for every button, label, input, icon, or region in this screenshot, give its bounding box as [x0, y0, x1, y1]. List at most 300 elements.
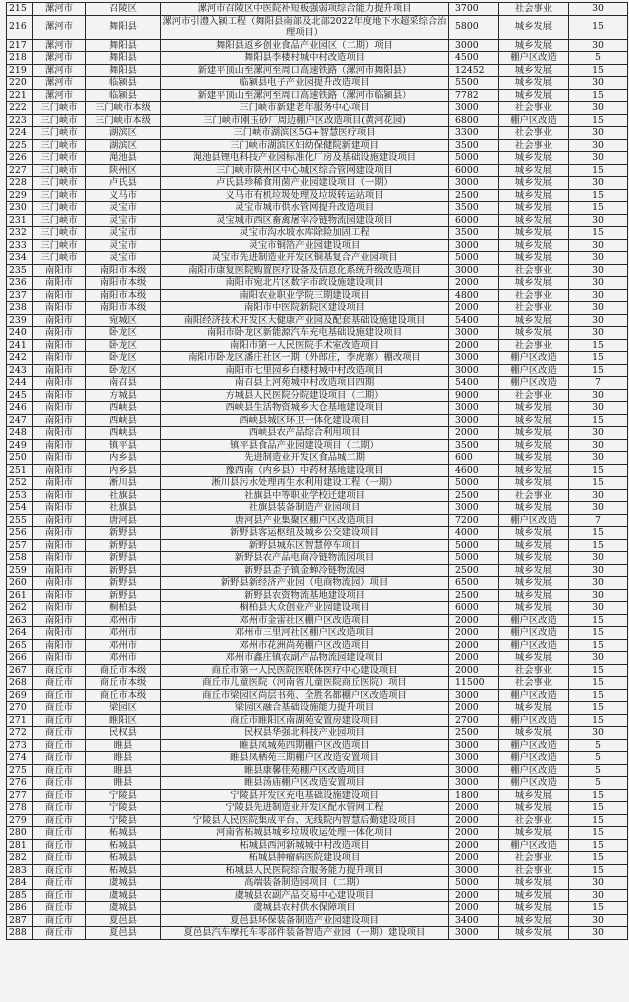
row-number: 237	[7, 289, 33, 302]
category-cell: 城乡发展	[499, 414, 569, 427]
county-cell: 新野县	[86, 527, 161, 540]
row-number: 262	[7, 602, 33, 615]
category-cell: 棚户区改造	[499, 752, 569, 765]
table-row	[7, 727, 628, 740]
category-cell: 城乡发展	[499, 15, 569, 39]
investment-cell: 2000	[449, 627, 499, 640]
county-cell: 新野县	[86, 539, 161, 552]
county-cell: 卢氏县	[86, 177, 161, 190]
investment-cell: 9000	[449, 389, 499, 402]
table-row	[7, 364, 628, 377]
county-cell: 柘城县	[86, 827, 161, 840]
row-number: 288	[7, 927, 33, 940]
table-row	[7, 864, 628, 877]
investment-cell: 3000	[449, 764, 499, 777]
category-cell: 棚户区改造	[499, 364, 569, 377]
table-row	[7, 114, 628, 127]
investment-cell: 4600	[449, 464, 499, 477]
row-number: 272	[7, 727, 33, 740]
category-cell: 城乡发展	[499, 902, 569, 915]
project-name-cell: 桐柏县大众创业产业园建设项目	[161, 602, 449, 615]
term-cell: 7	[569, 377, 628, 390]
county-cell: 灵宝市	[86, 252, 161, 265]
row-number: 242	[7, 352, 33, 365]
term-cell: 30	[569, 602, 628, 615]
investment-cell: 2500	[449, 727, 499, 740]
investment-cell: 5000	[449, 552, 499, 565]
city-cell: 三门峡市	[33, 252, 86, 265]
category-cell: 城乡发展	[499, 927, 569, 940]
term-cell: 30	[569, 389, 628, 402]
investment-cell: 5400	[449, 377, 499, 390]
county-cell: 柘城县	[86, 852, 161, 865]
investment-cell: 2000	[449, 302, 499, 315]
row-number: 241	[7, 339, 33, 352]
row-number: 219	[7, 64, 33, 77]
table-row	[7, 52, 628, 65]
county-cell: 睢县	[86, 777, 161, 790]
project-name-cell: 漯河市引澧入颍工程（舞阳县南部及北部2022年度地下水超采综合治理项目）	[161, 15, 449, 39]
project-name-cell: 南阳市中医院新院区建设项目	[161, 302, 449, 315]
table-row	[7, 277, 628, 290]
category-cell: 城乡发展	[499, 177, 569, 190]
term-cell: 15	[569, 477, 628, 490]
county-cell: 卧龙区	[86, 339, 161, 352]
county-cell: 灵宝市	[86, 239, 161, 252]
row-number: 271	[7, 714, 33, 727]
project-name-cell: 河南省柘城县城乡垃圾收运处理一体化项目	[161, 827, 449, 840]
term-cell: 5	[569, 52, 628, 65]
row-number: 252	[7, 477, 33, 490]
project-name-cell: 灵宝市铜箔产业园建设项目	[161, 239, 449, 252]
table-row	[7, 502, 628, 515]
term-cell: 15	[569, 827, 628, 840]
project-name-cell: 邓州市三里河社区棚户区改造项目	[161, 627, 449, 640]
term-cell: 5	[569, 739, 628, 752]
project-name-cell: 商丘市睢阳区南湖苑安置房建设项目	[161, 714, 449, 727]
city-cell: 商丘市	[33, 677, 86, 690]
category-cell: 城乡发展	[499, 702, 569, 715]
county-cell: 梁园区	[86, 702, 161, 715]
city-cell: 商丘市	[33, 839, 86, 852]
row-number: 216	[7, 15, 33, 39]
project-name-cell: 夏邑县汽车摩托车零部件装备智造产业园（一期）建设项目	[161, 927, 449, 940]
county-cell: 夏邑县	[86, 927, 161, 940]
category-cell: 城乡发展	[499, 889, 569, 902]
row-number: 225	[7, 139, 33, 152]
category-cell: 城乡发展	[499, 727, 569, 740]
term-cell: 15	[569, 802, 628, 815]
investment-cell: 2000	[449, 889, 499, 902]
project-name-cell: 舞阳县李楼村城中村改造项目	[161, 52, 449, 65]
category-cell: 棚户区改造	[499, 114, 569, 127]
project-name-cell: 商丘市儿童医院（河南省儿童医院商丘医院）项目	[161, 677, 449, 690]
row-number: 283	[7, 864, 33, 877]
city-cell: 商丘市	[33, 914, 86, 927]
row-number: 244	[7, 377, 33, 390]
row-number: 274	[7, 752, 33, 765]
table-row	[7, 15, 628, 39]
city-cell: 南阳市	[33, 289, 86, 302]
row-number: 254	[7, 502, 33, 515]
category-cell: 社会事业	[499, 852, 569, 865]
city-cell: 三门峡市	[33, 139, 86, 152]
investment-cell: 3400	[449, 914, 499, 927]
row-number: 223	[7, 114, 33, 127]
category-cell: 棚户区改造	[499, 52, 569, 65]
county-cell: 社旗县	[86, 502, 161, 515]
investment-cell: 2000	[449, 839, 499, 852]
investment-cell: 6000	[449, 602, 499, 615]
category-cell: 社会事业	[499, 102, 569, 115]
county-cell: 临颍县	[86, 77, 161, 90]
term-cell: 30	[569, 452, 628, 465]
project-name-cell: 三门峡市刚玉砂厂周边棚户区改造项目(黄河花园)	[161, 114, 449, 127]
project-name-cell: 柘城县人民医院综合服务能力提升项目	[161, 864, 449, 877]
city-cell: 南阳市	[33, 314, 86, 327]
term-cell: 30	[569, 127, 628, 140]
city-cell: 商丘市	[33, 702, 86, 715]
county-cell: 宛城区	[86, 314, 161, 327]
project-name-cell: 邓州市鑫庄镇农副产品物流园建设项目	[161, 652, 449, 665]
term-cell: 15	[569, 702, 628, 715]
county-cell: 西峡县	[86, 402, 161, 415]
row-number: 220	[7, 77, 33, 90]
city-cell: 商丘市	[33, 764, 86, 777]
term-cell: 15	[569, 189, 628, 202]
project-name-cell: 南阳经济技术开发区大健康产业园及配套基础设施建设项目	[161, 314, 449, 327]
row-number: 255	[7, 514, 33, 527]
city-cell: 南阳市	[33, 564, 86, 577]
category-cell: 城乡发展	[499, 189, 569, 202]
project-name-cell: 豫西南（内乡县）中药材基地建设项目	[161, 464, 449, 477]
row-number: 287	[7, 914, 33, 927]
project-name-cell: 柘城县肿瘤病医院建设项目	[161, 852, 449, 865]
county-cell: 方城县	[86, 389, 161, 402]
city-cell: 南阳市	[33, 452, 86, 465]
term-cell: 30	[569, 564, 628, 577]
term-cell: 15	[569, 352, 628, 365]
city-cell: 南阳市	[33, 527, 86, 540]
row-number: 266	[7, 652, 33, 665]
category-cell: 城乡发展	[499, 214, 569, 227]
investment-cell: 5500	[449, 77, 499, 90]
investment-cell: 2700	[449, 714, 499, 727]
row-number: 232	[7, 227, 33, 240]
project-name-cell: 义马市有机垃圾处理及垃圾转运站项目	[161, 189, 449, 202]
city-cell: 商丘市	[33, 827, 86, 840]
investment-cell: 4800	[449, 289, 499, 302]
county-cell: 镇平县	[86, 439, 161, 452]
table-row	[7, 614, 628, 627]
term-cell: 30	[569, 502, 628, 515]
county-cell: 南阳市本级	[86, 277, 161, 290]
county-cell: 卧龙区	[86, 364, 161, 377]
category-cell: 城乡发展	[499, 802, 569, 815]
category-cell: 社会事业	[499, 264, 569, 277]
category-cell: 棚户区改造	[499, 839, 569, 852]
city-cell: 南阳市	[33, 589, 86, 602]
table-row	[7, 664, 628, 677]
county-cell: 湖滨区	[86, 127, 161, 140]
city-cell: 南阳市	[33, 352, 86, 365]
row-number: 256	[7, 527, 33, 540]
project-name-cell: 新建平顶山至漯河至周口高速铁路（漯河市舞阳县）	[161, 64, 449, 77]
project-name-cell: 商丘市第一人民医院医联体医疗中心建设项目	[161, 664, 449, 677]
project-name-cell: 南阳市宛北片区数字市政设施建设项目	[161, 277, 449, 290]
county-cell: 内乡县	[86, 452, 161, 465]
term-cell: 15	[569, 15, 628, 39]
category-cell: 城乡发展	[499, 402, 569, 415]
term-cell: 30	[569, 277, 628, 290]
county-cell: 淅川县	[86, 477, 161, 490]
category-cell: 城乡发展	[499, 252, 569, 265]
county-cell: 睢县	[86, 739, 161, 752]
row-number: 270	[7, 702, 33, 715]
investment-cell: 2000	[449, 902, 499, 915]
row-number: 250	[7, 452, 33, 465]
row-number: 259	[7, 564, 33, 577]
investment-cell: 2000	[449, 339, 499, 352]
term-cell: 15	[569, 527, 628, 540]
city-cell: 南阳市	[33, 627, 86, 640]
project-name-cell: 南召县上河苑城中村改造项目四期	[161, 377, 449, 390]
row-number: 221	[7, 89, 33, 102]
investment-cell: 3000	[449, 177, 499, 190]
row-number: 236	[7, 277, 33, 290]
row-number: 285	[7, 889, 33, 902]
term-cell: 30	[569, 139, 628, 152]
investment-cell: 7200	[449, 514, 499, 527]
city-cell: 漯河市	[33, 15, 86, 39]
term-cell: 15	[569, 614, 628, 627]
table-row	[7, 177, 628, 190]
project-name-cell: 新野县农资物流基地建设项目	[161, 589, 449, 602]
row-number: 248	[7, 427, 33, 440]
category-cell: 城乡发展	[499, 277, 569, 290]
city-cell: 南阳市	[33, 389, 86, 402]
table-row	[7, 702, 628, 715]
category-cell: 城乡发展	[499, 789, 569, 802]
table-row	[7, 202, 628, 215]
county-cell: 邓州市	[86, 627, 161, 640]
table-row	[7, 314, 628, 327]
term-cell: 30	[569, 214, 628, 227]
term-cell: 15	[569, 689, 628, 702]
term-cell: 30	[569, 314, 628, 327]
row-number: 228	[7, 177, 33, 190]
category-cell: 城乡发展	[499, 427, 569, 440]
term-cell: 30	[569, 3, 628, 16]
project-name-cell: 梁园区融合基础设施能力提升项目	[161, 702, 449, 715]
city-cell: 南阳市	[33, 639, 86, 652]
row-number: 260	[7, 577, 33, 590]
project-name-cell: 唐河县产业集聚区棚户区改造项目	[161, 514, 449, 527]
city-cell: 南阳市	[33, 502, 86, 515]
investment-cell: 2500	[449, 489, 499, 502]
investment-cell: 2000	[449, 802, 499, 815]
term-cell: 15	[569, 677, 628, 690]
category-cell: 社会事业	[499, 664, 569, 677]
term-cell: 30	[569, 652, 628, 665]
category-cell: 城乡发展	[499, 39, 569, 52]
project-name-cell: 虞城县农副产品交易中心建设项目	[161, 889, 449, 902]
term-cell: 15	[569, 464, 628, 477]
row-number: 229	[7, 189, 33, 202]
table-row	[7, 377, 628, 390]
project-name-cell: 三门峡市湖滨区5G+智慧医疗项目	[161, 127, 449, 140]
category-cell: 棚户区改造	[499, 377, 569, 390]
category-cell: 社会事业	[499, 3, 569, 16]
term-cell: 30	[569, 402, 628, 415]
investment-cell: 3000	[449, 502, 499, 515]
table-row	[7, 102, 628, 115]
term-cell: 15	[569, 339, 628, 352]
city-cell: 商丘市	[33, 864, 86, 877]
city-cell: 南阳市	[33, 327, 86, 340]
row-number: 234	[7, 252, 33, 265]
project-name-cell: 宁陵县开发区充电基础设施建设项目	[161, 789, 449, 802]
county-cell: 商丘市本级	[86, 689, 161, 702]
project-name-cell: 社旗县中等职业学校迁建项目	[161, 489, 449, 502]
investment-cell: 5000	[449, 152, 499, 165]
term-cell: 30	[569, 302, 628, 315]
county-cell: 社旗县	[86, 489, 161, 502]
investment-cell: 2500	[449, 589, 499, 602]
county-cell: 义马市	[86, 189, 161, 202]
term-cell: 15	[569, 639, 628, 652]
investment-cell: 3000	[449, 39, 499, 52]
county-cell: 宁陵县	[86, 802, 161, 815]
row-number: 224	[7, 127, 33, 140]
city-cell: 漯河市	[33, 52, 86, 65]
project-name-cell: 西峡县城区环卫一体化建设项目	[161, 414, 449, 427]
table-row	[7, 752, 628, 765]
investment-cell: 2500	[449, 564, 499, 577]
table-row	[7, 389, 628, 402]
table-row	[7, 139, 628, 152]
row-number: 251	[7, 464, 33, 477]
term-cell: 5	[569, 752, 628, 765]
row-number: 284	[7, 877, 33, 890]
project-name-cell: 灵宝市城市供水管网提升改造项目	[161, 202, 449, 215]
project-name-cell: 南阳农业职业学院三期建设项目	[161, 289, 449, 302]
table-row	[7, 764, 628, 777]
category-cell: 社会事业	[499, 677, 569, 690]
county-cell: 虞城县	[86, 877, 161, 890]
term-cell: 15	[569, 714, 628, 727]
table-row	[7, 577, 628, 590]
row-number: 275	[7, 764, 33, 777]
city-cell: 南阳市	[33, 552, 86, 565]
term-cell: 15	[569, 227, 628, 240]
city-cell: 南阳市	[33, 464, 86, 477]
project-name-cell: 睢县凤栖苑三期棚户区改造安置项目	[161, 752, 449, 765]
county-cell: 新野县	[86, 552, 161, 565]
category-cell: 社会事业	[499, 814, 569, 827]
table-row	[7, 927, 628, 940]
project-name-cell: 商丘市梁园区尚层书苑、全胜名都棚户区改造项目	[161, 689, 449, 702]
county-cell: 民权县	[86, 727, 161, 740]
row-number: 226	[7, 152, 33, 165]
term-cell: 30	[569, 289, 628, 302]
investment-cell: 600	[449, 452, 499, 465]
row-number: 280	[7, 827, 33, 840]
row-number: 264	[7, 627, 33, 640]
term-cell: 30	[569, 577, 628, 590]
county-cell: 宁陵县	[86, 789, 161, 802]
category-cell: 城乡发展	[499, 827, 569, 840]
table-row	[7, 527, 628, 540]
investment-cell: 3000	[449, 352, 499, 365]
city-cell: 三门峡市	[33, 164, 86, 177]
table-row	[7, 739, 628, 752]
city-cell: 三门峡市	[33, 152, 86, 165]
table-row	[7, 327, 628, 340]
row-number: 276	[7, 777, 33, 790]
table-row	[7, 302, 628, 315]
project-name-cell: 夏邑县环保装备制造产业园建设项目	[161, 914, 449, 927]
investment-cell: 3000	[449, 402, 499, 415]
city-cell: 商丘市	[33, 689, 86, 702]
city-cell: 商丘市	[33, 739, 86, 752]
project-name-cell: 南阳市卧龙区新能源汽车充电基础设施建设项目	[161, 327, 449, 340]
city-cell: 三门峡市	[33, 127, 86, 140]
table-row	[7, 714, 628, 727]
category-cell: 社会事业	[499, 864, 569, 877]
city-cell: 商丘市	[33, 927, 86, 940]
table-row	[7, 689, 628, 702]
row-number: 230	[7, 202, 33, 215]
term-cell: 30	[569, 877, 628, 890]
city-cell: 南阳市	[33, 302, 86, 315]
category-cell: 城乡发展	[499, 552, 569, 565]
city-cell: 漯河市	[33, 89, 86, 102]
county-cell: 舞阳县	[86, 15, 161, 39]
category-cell: 城乡发展	[499, 77, 569, 90]
investment-cell: 2000	[449, 814, 499, 827]
county-cell: 临颍县	[86, 89, 161, 102]
table-body	[7, 3, 628, 940]
table-row	[7, 289, 628, 302]
category-cell: 棚户区改造	[499, 777, 569, 790]
term-cell: 30	[569, 327, 628, 340]
project-name-cell: 邓州市金雷社区棚户区改造项目	[161, 614, 449, 627]
project-name-cell: 宁陵县先进制造业开发区配水管网工程	[161, 802, 449, 815]
project-name-cell: 睢县康馨佳苑棚户区改造项目	[161, 764, 449, 777]
investment-cell: 5000	[449, 539, 499, 552]
city-cell: 南阳市	[33, 402, 86, 415]
row-number: 218	[7, 52, 33, 65]
city-cell: 南阳市	[33, 377, 86, 390]
city-cell: 商丘市	[33, 664, 86, 677]
county-cell: 灵宝市	[86, 202, 161, 215]
county-cell: 南阳市本级	[86, 302, 161, 315]
city-cell: 南阳市	[33, 652, 86, 665]
city-cell: 三门峡市	[33, 214, 86, 227]
investment-cell: 7782	[449, 89, 499, 102]
table-row	[7, 477, 628, 490]
county-cell: 渑池县	[86, 152, 161, 165]
category-cell: 城乡发展	[499, 314, 569, 327]
category-cell: 城乡发展	[499, 502, 569, 515]
term-cell: 15	[569, 627, 628, 640]
investment-cell: 2000	[449, 702, 499, 715]
county-cell: 舞阳县	[86, 39, 161, 52]
term-cell: 30	[569, 439, 628, 452]
category-cell: 棚户区改造	[499, 764, 569, 777]
table-row	[7, 339, 628, 352]
